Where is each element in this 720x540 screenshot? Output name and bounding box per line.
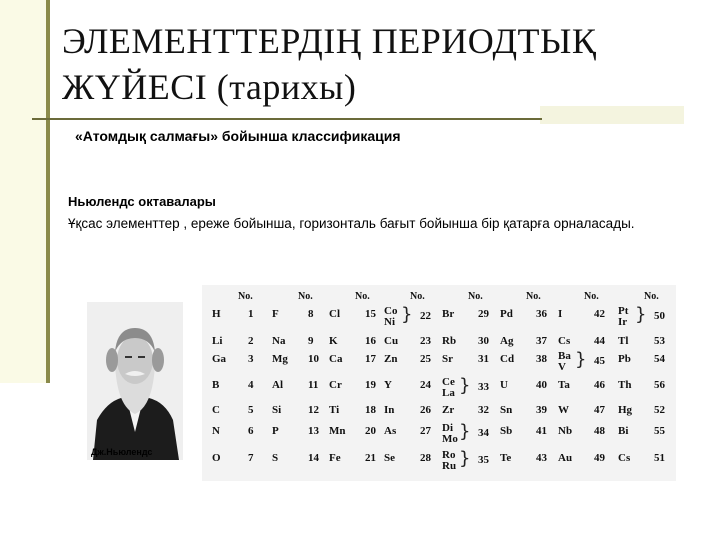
element-number: 11 [308, 379, 319, 391]
table-header-no: No. [526, 291, 541, 302]
element-symbol: Al [272, 379, 283, 391]
element-number: 16 [365, 335, 376, 347]
element-symbol: Pt [618, 305, 629, 317]
element-symbol: Au [558, 452, 573, 464]
element-symbol: Nb [558, 425, 573, 437]
left-accent-edge [46, 0, 50, 383]
element-symbol: Na [272, 335, 286, 347]
element-symbol: Pb [618, 353, 631, 365]
element-number: 36 [536, 308, 547, 320]
element-number: 46 [594, 379, 605, 391]
element-symbol: Ce [442, 376, 455, 388]
element-number: 21 [365, 452, 376, 464]
section-heading: Ньюлендс октавалары [68, 194, 216, 209]
element-number: 25 [420, 353, 431, 365]
element-number: 31 [478, 353, 489, 365]
element-number: 37 [536, 335, 547, 347]
element-number: 55 [654, 425, 665, 437]
element-symbol: S [272, 452, 279, 464]
element-symbol: U [500, 379, 508, 391]
element-symbol: Ga [212, 353, 227, 365]
element-number: 48 [594, 425, 605, 437]
element-number: 9 [308, 335, 314, 347]
group-brace: } [635, 304, 647, 325]
element-symbol: Ca [329, 353, 343, 365]
element-symbol: Cd [500, 353, 515, 365]
table-header-no: No. [468, 291, 483, 302]
element-number: 33 [478, 381, 489, 393]
element-symbol: Li [212, 335, 223, 347]
group-brace: } [459, 375, 471, 396]
newlands-octaves-table [202, 285, 676, 481]
element-symbol: Ru [442, 460, 457, 472]
element-symbol: Zn [384, 353, 398, 365]
element-number: 6 [248, 425, 254, 437]
element-number: 22 [420, 310, 431, 322]
table-header-no: No. [355, 291, 370, 302]
element-number: 3 [248, 353, 254, 365]
element-number: 42 [594, 308, 605, 320]
element-symbol: Mn [329, 425, 346, 437]
element-symbol: Di [442, 422, 453, 434]
element-number: 50 [654, 310, 665, 322]
element-number: 1 [248, 308, 254, 320]
table-header-no: No. [644, 291, 659, 302]
element-symbol: As [384, 425, 397, 437]
slide-subtitle: «Атомдық салмағы» бойынша классификация [75, 128, 401, 144]
element-number: 53 [654, 335, 665, 347]
element-symbol: O [212, 452, 221, 464]
element-symbol: Th [618, 379, 632, 391]
element-number: 10 [308, 353, 319, 365]
element-number: 51 [654, 452, 665, 464]
element-symbol: Cr [329, 379, 342, 391]
element-symbol: W [558, 404, 569, 416]
element-number: 17 [365, 353, 376, 365]
element-symbol: N [212, 425, 220, 437]
title-divider [32, 118, 542, 120]
portrait-image [87, 302, 183, 460]
element-symbol: Ro [442, 449, 456, 461]
element-number: 28 [420, 452, 431, 464]
group-brace: } [459, 448, 471, 469]
group-brace: } [459, 421, 471, 442]
element-symbol: Zr [442, 404, 455, 416]
element-number: 8 [308, 308, 314, 320]
element-symbol: Tl [618, 335, 629, 347]
element-number: 52 [654, 404, 665, 416]
table-header-no: No. [298, 291, 313, 302]
element-symbol: Ir [618, 316, 628, 328]
element-symbol: Te [500, 452, 512, 464]
element-symbol: Sr [442, 353, 453, 365]
element-number: 39 [536, 404, 547, 416]
element-symbol: Cs [558, 335, 571, 347]
element-number: 4 [248, 379, 254, 391]
element-symbol: Hg [618, 404, 633, 416]
element-symbol: B [212, 379, 220, 391]
element-symbol: Ti [329, 404, 340, 416]
element-number: 43 [536, 452, 547, 464]
element-number: 41 [536, 425, 547, 437]
element-number: 18 [365, 404, 376, 416]
portrait-caption: Дж.Ньюлендс [91, 447, 153, 457]
element-symbol: V [558, 361, 566, 373]
element-symbol: Fe [329, 452, 341, 464]
newlands-portrait [87, 302, 183, 460]
element-number: 14 [308, 452, 319, 464]
element-symbol: Pd [500, 308, 513, 320]
element-symbol: Ta [558, 379, 570, 391]
group-brace: } [575, 349, 587, 370]
element-symbol: P [272, 425, 279, 437]
element-symbol: Mo [442, 433, 458, 445]
element-symbol: Co [384, 305, 398, 317]
element-symbol: Sb [500, 425, 513, 437]
element-symbol: Ba [558, 350, 571, 362]
element-number: 12 [308, 404, 319, 416]
element-number: 13 [308, 425, 319, 437]
element-number: 40 [536, 379, 547, 391]
element-number: 5 [248, 404, 254, 416]
element-number: 54 [654, 353, 665, 365]
left-accent-bar [0, 0, 46, 383]
element-symbol: Bi [618, 425, 629, 437]
element-symbol: La [442, 387, 455, 399]
element-symbol: Br [442, 308, 455, 320]
table-header-no: No. [584, 291, 599, 302]
element-number: 29 [478, 308, 489, 320]
element-symbol: K [329, 335, 338, 347]
element-number: 24 [420, 379, 431, 391]
element-number: 38 [536, 353, 547, 365]
table-header-no: No. [410, 291, 425, 302]
element-symbol: In [384, 404, 395, 416]
element-number: 7 [248, 452, 254, 464]
element-number: 23 [420, 335, 431, 347]
element-number: 27 [420, 425, 431, 437]
group-brace: } [401, 304, 413, 325]
element-number: 20 [365, 425, 376, 437]
section-paragraph: Ұқсас элементтер , ереже бойынша, горизонталь бағыт бойынша бір қатарға орналасады. [68, 216, 635, 231]
element-number: 34 [478, 427, 489, 439]
element-symbol: F [272, 308, 279, 320]
element-symbol: Si [272, 404, 282, 416]
element-symbol: I [558, 308, 563, 320]
element-number: 45 [594, 355, 605, 367]
element-number: 15 [365, 308, 376, 320]
element-number: 44 [594, 335, 605, 347]
element-symbol: Se [384, 452, 395, 464]
element-number: 19 [365, 379, 376, 391]
element-symbol: C [212, 404, 220, 416]
element-number: 32 [478, 404, 489, 416]
element-number: 56 [654, 379, 665, 391]
element-number: 49 [594, 452, 605, 464]
element-number: 35 [478, 454, 489, 466]
element-symbol: Cu [384, 335, 399, 347]
element-number: 2 [248, 335, 254, 347]
element-symbol: Cs [618, 452, 631, 464]
element-symbol: H [212, 308, 221, 320]
element-symbol: Mg [272, 353, 288, 365]
element-number: 26 [420, 404, 431, 416]
element-symbol: Ni [384, 316, 395, 328]
element-symbol: Ag [500, 335, 514, 347]
element-symbol: Sn [500, 404, 513, 416]
slide-title: ЭЛЕМЕНТТЕРДІҢ ПЕРИОДТЫҚ ЖҮЙЕСІ (тарихы) [62, 21, 597, 107]
element-number: 30 [478, 335, 489, 347]
element-symbol: Rb [442, 335, 457, 347]
element-number: 47 [594, 404, 605, 416]
element-symbol: Cl [329, 308, 340, 320]
element-symbol: Y [384, 379, 392, 391]
table-header-no: No. [238, 291, 253, 302]
